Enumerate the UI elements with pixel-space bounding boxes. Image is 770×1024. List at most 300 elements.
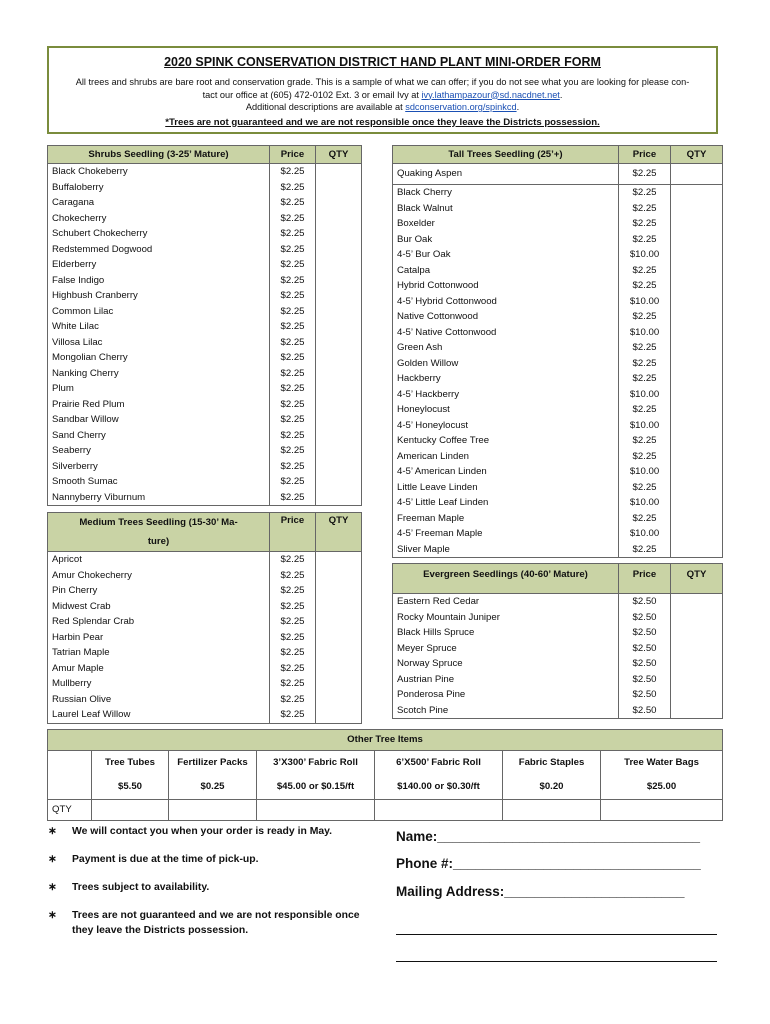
evergreen-name: Rocky Mountain Juniper (393, 610, 619, 626)
evergreen-qty-cell[interactable] (671, 625, 723, 641)
medium-tree-price: $2.25 (270, 676, 316, 692)
shrub-qty-cell[interactable] (316, 195, 362, 211)
medium-tree-price: $2.25 (270, 707, 316, 723)
shrub-name: Nanking Cherry (48, 366, 270, 382)
address-line-2[interactable] (396, 908, 717, 935)
shrub-name: Silverberry (48, 459, 270, 475)
medium-tree-row (48, 583, 362, 599)
tall-tree-row (393, 526, 723, 542)
medium-tree-row (48, 676, 362, 692)
shrub-qty-cell[interactable] (316, 319, 362, 335)
shrub-price: $2.25 (270, 428, 316, 444)
evergreen-qty-cell[interactable] (671, 703, 723, 719)
email-link[interactable]: ivy.lathampazour@sd.nacdnet.net (421, 89, 560, 100)
evergreen-price-header: Price (619, 564, 671, 594)
shrub-price: $2.25 (270, 350, 316, 366)
tall-tree-name: Freeman Maple (393, 511, 619, 527)
medium-tree-name: Pin Cherry (48, 583, 270, 599)
evergreen-qty-cell[interactable] (671, 656, 723, 672)
evergreen-qty-cell[interactable] (671, 641, 723, 657)
tall-tree-qty-cell[interactable] (671, 201, 723, 217)
medium-tree-name: Russian Olive (48, 692, 270, 708)
mailing-address-field[interactable]: Mailing Address:________________________ (396, 884, 685, 899)
shrub-row (48, 226, 362, 242)
evergreen-price: $2.50 (619, 610, 671, 626)
intro-line-2 (57, 89, 708, 102)
medium-price-header: Price (270, 513, 316, 552)
shrub-name: Nannyberry Viburnum (48, 490, 270, 506)
medium-header-line-1: Medium Trees Seedling (15-30’ Ma- (79, 517, 238, 528)
shrubs-table (47, 145, 362, 506)
shrub-name: White Lilac (48, 319, 270, 335)
shrub-row (48, 474, 362, 490)
tall-tree-name: 4-5’ Native Cottonwood (393, 325, 619, 341)
tall-tree-row (393, 387, 723, 403)
shrub-row (48, 443, 362, 459)
tall-tree-row (393, 185, 723, 201)
tall-tree-row (393, 278, 723, 294)
bullet-icon: ∗ (48, 854, 57, 865)
tall-tree-row (393, 542, 723, 558)
shrub-name: Elderberry (48, 257, 270, 273)
evergreen-row (393, 625, 723, 641)
other-item-qty-cell[interactable] (169, 800, 257, 821)
medium-tree-qty-cell[interactable] (316, 630, 362, 646)
tall-tree-row (393, 164, 723, 185)
tall-tree-name: 4-5’ Freeman Maple (393, 526, 619, 542)
medium-tree-qty-cell[interactable] (316, 692, 362, 708)
shrub-price: $2.25 (270, 474, 316, 490)
tall-header: Tall Trees Seedling (25’+) (393, 146, 619, 164)
note-text: We will contact you when your order is ready in May. (72, 826, 333, 837)
medium-tree-price: $2.25 (270, 692, 316, 708)
tall-tree-row (393, 495, 723, 511)
other-item-qty-cell[interactable] (503, 800, 601, 821)
tall-tree-price: $2.25 (619, 449, 671, 465)
shrub-price: $2.25 (270, 335, 316, 351)
shrub-row (48, 366, 362, 382)
medium-header (48, 513, 270, 552)
tall-tree-name: Honeylocust (393, 402, 619, 418)
tall-tree-qty-cell[interactable] (671, 232, 723, 248)
shrub-row (48, 242, 362, 258)
tall-tree-name: Quaking Aspen (393, 164, 619, 185)
medium-qty-header: QTY (316, 513, 362, 552)
medium-tree-name: Harbin Pear (48, 630, 270, 646)
shrub-price: $2.25 (270, 226, 316, 242)
tall-tree-qty-cell[interactable] (671, 371, 723, 387)
shrub-row (48, 490, 362, 506)
tall-tree-name: Sliver Maple (393, 542, 619, 558)
tall-tree-qty-cell[interactable] (671, 263, 723, 279)
tall-tree-name: 4-5’ Bur Oak (393, 247, 619, 263)
evergreen-price: $2.50 (619, 594, 671, 610)
other-items-prices-row (48, 775, 723, 800)
medium-tree-row (48, 661, 362, 677)
shrub-price: $2.25 (270, 273, 316, 289)
medium-header-line-2: ture) (147, 536, 170, 547)
tall-tree-row (393, 464, 723, 480)
evergreen-price: $2.50 (619, 625, 671, 641)
shrub-name: Common Lilac (48, 304, 270, 320)
tall-tree-row (393, 480, 723, 496)
other-item-price: $5.50 (92, 775, 169, 800)
shrub-price: $2.25 (270, 180, 316, 196)
medium-tree-price: $2.25 (270, 614, 316, 630)
medium-tree-price: $2.25 (270, 661, 316, 677)
evergreen-row (393, 610, 723, 626)
tall-tree-name: Boxelder (393, 216, 619, 232)
tall-tree-name: Catalpa (393, 263, 619, 279)
tall-tree-qty-cell[interactable] (671, 526, 723, 542)
shrub-name: Smooth Sumac (48, 474, 270, 490)
shrub-price: $2.25 (270, 288, 316, 304)
shrub-row (48, 397, 362, 413)
other-items-qty-row (48, 800, 723, 821)
evergreen-row (393, 672, 723, 688)
shrub-row (48, 350, 362, 366)
shrub-row (48, 257, 362, 273)
shrub-name: Buffaloberry (48, 180, 270, 196)
other-item-name: Tree Water Bags (601, 751, 723, 776)
shrub-name: Mongolian Cherry (48, 350, 270, 366)
shrub-name: Highbush Cranberry (48, 288, 270, 304)
note-text: Payment is due at the time of pick-up. (72, 854, 259, 865)
tall-tree-row (393, 449, 723, 465)
shrub-row (48, 381, 362, 397)
shrub-name: Plum (48, 381, 270, 397)
medium-tree-row (48, 692, 362, 708)
tall-tree-price: $2.25 (619, 263, 671, 279)
tall-tree-name: Golden Willow (393, 356, 619, 372)
evergreen-table (392, 563, 723, 719)
intro-line-1: All trees and shrubs are bare root and conservation grade. This is a sample of what we can offer; if you do not see what you are looking for please con- (75, 77, 690, 87)
other-qty-label: QTY (48, 800, 92, 821)
other-item-price: $0.25 (169, 775, 257, 800)
note-item (48, 908, 378, 938)
intro-line-3 (57, 101, 708, 114)
tall-tree-qty-cell[interactable] (671, 278, 723, 294)
website-link[interactable]: sdconservation.org/spinkcd (405, 102, 517, 112)
evergreen-row (393, 656, 723, 672)
intro-line-3-end: . (516, 102, 520, 112)
tall-tree-row (393, 309, 723, 325)
shrub-qty-cell[interactable] (316, 242, 362, 258)
tall-tree-price: $2.25 (619, 402, 671, 418)
tall-tree-qty-cell[interactable] (671, 164, 723, 185)
shrub-row (48, 304, 362, 320)
phone-field[interactable]: Phone #:_________________________________ (396, 856, 701, 871)
shrub-price: $2.25 (270, 195, 316, 211)
shrub-price: $2.25 (270, 381, 316, 397)
tall-tree-name: 4-5’ Hybrid Cottonwood (393, 294, 619, 310)
tall-tree-qty-cell[interactable] (671, 294, 723, 310)
shrub-row (48, 180, 362, 196)
tall-tree-qty-cell[interactable] (671, 247, 723, 263)
medium-tree-name: Midwest Crab (48, 599, 270, 615)
shrub-name: Prairie Red Plum (48, 397, 270, 413)
shrub-price: $2.25 (270, 366, 316, 382)
shrub-qty-cell[interactable] (316, 226, 362, 242)
tall-tree-price: $2.25 (619, 164, 671, 185)
note-text: Trees are not guaranteed and we are not responsible once they leave the Districts possession. (72, 910, 360, 936)
other-items-header: Other Tree Items (48, 730, 723, 751)
shrub-qty-cell[interactable] (316, 335, 362, 351)
shrub-qty-cell[interactable] (316, 459, 362, 475)
shrub-qty-cell[interactable] (316, 257, 362, 273)
tall-tree-price: $2.25 (619, 216, 671, 232)
intro-line-2-text: tact our office at (605) 472-0102 Ext. 3 or email Ivy at (202, 89, 422, 100)
tall-tree-qty-cell[interactable] (671, 433, 723, 449)
medium-tree-name: Red Splendar Crab (48, 614, 270, 630)
shrub-qty-cell[interactable] (316, 443, 362, 459)
tall-tree-qty-cell[interactable] (671, 418, 723, 434)
evergreen-name: Black Hills Spruce (393, 625, 619, 641)
evergreen-price: $2.50 (619, 672, 671, 688)
shrub-price: $2.25 (270, 257, 316, 273)
shrub-row (48, 335, 362, 351)
shrub-row (48, 428, 362, 444)
tall-tree-name: Black Cherry (393, 185, 619, 201)
evergreen-row (393, 703, 723, 719)
evergreen-row (393, 687, 723, 703)
tall-tree-price: $2.25 (619, 185, 671, 201)
shrub-row (48, 319, 362, 335)
tall-price-header: Price (619, 146, 671, 164)
shrub-qty-cell[interactable] (316, 350, 362, 366)
form-title: 2020 SPINK CONSERVATION DISTRICT HAND PLANT MINI-ORDER FORM (164, 55, 601, 69)
shrub-row (48, 195, 362, 211)
evergreen-qty-cell[interactable] (671, 610, 723, 626)
guarantee-note: *Trees are not guaranteed and we are not responsible once they leave the Districts possession. (165, 116, 600, 128)
evergreen-name: Scotch Pine (393, 703, 619, 719)
shrub-name: Black Chokeberry (48, 164, 270, 180)
shrub-qty-cell[interactable] (316, 381, 362, 397)
shrubs-qty-header: QTY (316, 146, 362, 164)
shrub-price: $2.25 (270, 459, 316, 475)
medium-tree-price: $2.25 (270, 583, 316, 599)
tall-tree-qty-cell[interactable] (671, 356, 723, 372)
tall-tree-qty-cell[interactable] (671, 542, 723, 558)
shrub-price: $2.25 (270, 490, 316, 506)
name-field[interactable]: Name:___________________________________ (396, 829, 701, 844)
shrub-price: $2.25 (270, 211, 316, 227)
tall-tree-price: $10.00 (619, 247, 671, 263)
evergreen-qty-cell[interactable] (671, 687, 723, 703)
tall-tree-price: $10.00 (619, 464, 671, 480)
tall-tree-qty-cell[interactable] (671, 387, 723, 403)
evergreen-price: $2.50 (619, 641, 671, 657)
tall-tree-row (393, 371, 723, 387)
tall-tree-name: 4-5’ American Linden (393, 464, 619, 480)
evergreen-header: Evergreen Seedlings (40-60’ Mature) (393, 564, 619, 594)
tall-tree-row (393, 418, 723, 434)
medium-tree-qty-cell[interactable] (316, 676, 362, 692)
other-item-name: Fertilizer Packs (169, 751, 257, 776)
other-item-qty-cell[interactable] (601, 800, 723, 821)
other-item-name: Tree Tubes (92, 751, 169, 776)
other-item-qty-cell[interactable] (257, 800, 375, 821)
medium-tree-qty-cell[interactable] (316, 645, 362, 661)
tall-tree-row (393, 247, 723, 263)
medium-tree-qty-cell[interactable] (316, 552, 362, 568)
other-item-name: 6’X500’ Fabric Roll (375, 751, 503, 776)
bullet-icon: ∗ (48, 826, 57, 837)
shrub-qty-cell[interactable] (316, 164, 362, 180)
evergreen-name: Austrian Pine (393, 672, 619, 688)
shrub-row (48, 273, 362, 289)
tall-tree-price: $2.25 (619, 278, 671, 294)
shrub-name: Schubert Chokecherry (48, 226, 270, 242)
tall-tree-name: Native Cottonwood (393, 309, 619, 325)
tall-tree-qty-cell[interactable] (671, 495, 723, 511)
tall-tree-qty-cell[interactable] (671, 480, 723, 496)
tall-tree-price: $2.25 (619, 201, 671, 217)
evergreen-name: Norway Spruce (393, 656, 619, 672)
medium-tree-qty-cell[interactable] (316, 614, 362, 630)
tall-tree-price: $2.25 (619, 480, 671, 496)
medium-tree-price: $2.25 (270, 599, 316, 615)
medium-tree-qty-cell[interactable] (316, 661, 362, 677)
tall-tree-price: $2.25 (619, 340, 671, 356)
intro-line-3-text: Additional descriptions are available at (245, 102, 406, 112)
medium-tree-row (48, 645, 362, 661)
medium-tree-name: Tatrian Maple (48, 645, 270, 661)
shrub-row (48, 211, 362, 227)
shrub-qty-cell[interactable] (316, 180, 362, 196)
tall-tree-price: $2.25 (619, 356, 671, 372)
shrub-qty-cell[interactable] (316, 490, 362, 506)
tall-tree-name: 4-5’ Little Leaf Linden (393, 495, 619, 511)
tall-tree-qty-cell[interactable] (671, 402, 723, 418)
medium-tree-qty-cell[interactable] (316, 599, 362, 615)
tall-tree-qty-cell[interactable] (671, 464, 723, 480)
shrub-qty-cell[interactable] (316, 397, 362, 413)
tall-tree-name: 4-5’ Honeylocust (393, 418, 619, 434)
evergreen-qty-header: QTY (671, 564, 723, 594)
tall-tree-name: Hackberry (393, 371, 619, 387)
shrub-qty-cell[interactable] (316, 211, 362, 227)
shrub-name: Sand Cherry (48, 428, 270, 444)
shrubs-header: Shrubs Seedling (3-25’ Mature) (48, 146, 270, 164)
bullet-icon: ∗ (48, 910, 57, 921)
note-text: Trees subject to availability. (72, 882, 210, 893)
intro-text (57, 76, 708, 114)
medium-tree-name: Apricot (48, 552, 270, 568)
tall-tree-price: $2.25 (619, 433, 671, 449)
note-item (48, 880, 378, 895)
shrub-price: $2.25 (270, 304, 316, 320)
shrub-qty-cell[interactable] (316, 428, 362, 444)
other-item-qty-cell[interactable] (375, 800, 503, 821)
other-item-price: $140.00 or $0.30/ft (375, 775, 503, 800)
medium-tree-row (48, 568, 362, 584)
notes-list (48, 824, 378, 951)
shrub-price: $2.25 (270, 242, 316, 258)
tall-tree-price: $2.25 (619, 309, 671, 325)
medium-tree-qty-cell[interactable] (316, 568, 362, 584)
shrub-qty-cell[interactable] (316, 304, 362, 320)
tall-tree-name: 4-5’ Hackberry (393, 387, 619, 403)
tall-tree-price: $10.00 (619, 387, 671, 403)
contact-section (396, 826, 726, 962)
address-line-3[interactable] (396, 935, 717, 962)
tall-tree-price: $10.00 (619, 495, 671, 511)
tall-tree-qty-cell[interactable] (671, 325, 723, 341)
other-item-qty-cell[interactable] (92, 800, 169, 821)
tall-tree-price: $2.25 (619, 542, 671, 558)
shrub-name: Seaberry (48, 443, 270, 459)
shrub-qty-cell[interactable] (316, 474, 362, 490)
shrub-row (48, 459, 362, 475)
evergreen-row (393, 594, 723, 610)
tall-tree-qty-cell[interactable] (671, 185, 723, 201)
tall-trees-table (392, 145, 723, 558)
tall-tree-row (393, 232, 723, 248)
shrubs-price-header: Price (270, 146, 316, 164)
shrub-qty-cell[interactable] (316, 412, 362, 428)
tall-tree-row (393, 201, 723, 217)
medium-tree-row (48, 630, 362, 646)
shrub-row (48, 288, 362, 304)
shrub-price: $2.25 (270, 412, 316, 428)
tall-tree-qty-cell[interactable] (671, 511, 723, 527)
medium-trees-table (47, 512, 362, 724)
other-item-name: 3’X300’ Fabric Roll (257, 751, 375, 776)
medium-tree-name: Amur Chokecherry (48, 568, 270, 584)
shrub-qty-cell[interactable] (316, 366, 362, 382)
tall-tree-name: American Linden (393, 449, 619, 465)
tall-tree-row (393, 294, 723, 310)
medium-tree-qty-cell[interactable] (316, 707, 362, 723)
evergreen-name: Eastern Red Cedar (393, 594, 619, 610)
medium-tree-qty-cell[interactable] (316, 583, 362, 599)
tall-tree-price: $2.25 (619, 232, 671, 248)
tall-tree-qty-cell[interactable] (671, 340, 723, 356)
tall-tree-qty-cell[interactable] (671, 216, 723, 232)
tall-tree-name: Hybrid Cottonwood (393, 278, 619, 294)
medium-tree-name: Amur Maple (48, 661, 270, 677)
other-items-table (47, 729, 723, 821)
evergreen-qty-cell[interactable] (671, 594, 723, 610)
tall-tree-qty-cell[interactable] (671, 449, 723, 465)
shrub-name: Chokecherry (48, 211, 270, 227)
tall-tree-name: Kentucky Coffee Tree (393, 433, 619, 449)
evergreen-price: $2.50 (619, 656, 671, 672)
intro-line-2-end: . (559, 89, 563, 100)
shrub-qty-cell[interactable] (316, 273, 362, 289)
shrub-row (48, 164, 362, 180)
tall-tree-price: $10.00 (619, 418, 671, 434)
form-header (47, 46, 718, 134)
shrub-price: $2.25 (270, 397, 316, 413)
tall-tree-qty-cell[interactable] (671, 309, 723, 325)
medium-tree-row (48, 707, 362, 723)
note-item (48, 852, 378, 867)
evergreen-qty-cell[interactable] (671, 672, 723, 688)
note-item (48, 824, 378, 839)
other-items-names-row (48, 751, 723, 776)
tall-tree-price: $10.00 (619, 526, 671, 542)
tall-qty-header: QTY (671, 146, 723, 164)
tall-tree-row (393, 216, 723, 232)
shrub-qty-cell[interactable] (316, 288, 362, 304)
tall-tree-name: Black Walnut (393, 201, 619, 217)
other-item-name: Fabric Staples (503, 751, 601, 776)
tall-tree-name: Little Leave Linden (393, 480, 619, 496)
other-item-price: $45.00 or $0.15/ft (257, 775, 375, 800)
other-item-price: $0.20 (503, 775, 601, 800)
